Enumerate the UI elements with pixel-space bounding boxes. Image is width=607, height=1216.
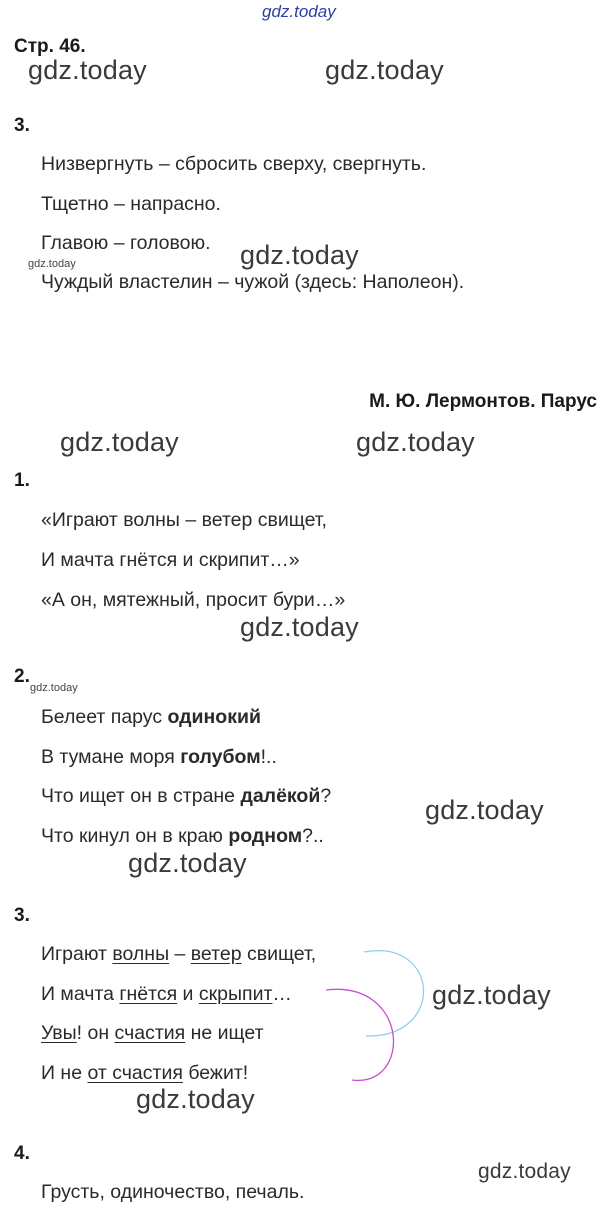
poem-text: свищет, [241, 943, 317, 965]
highlighted-word: голубом [180, 746, 261, 768]
watermark-small: gdz.today [28, 258, 76, 270]
poem-text: Что ищет он в стране [41, 785, 241, 807]
highlighted-word: родном [228, 825, 303, 847]
page-header: Стр. 46. [14, 36, 86, 57]
watermark: gdz.today [325, 55, 444, 85]
quote-line: «Играют волны – ветер свищет, [41, 509, 327, 531]
quote-line: «А он, мятежный, просит бури…» [41, 589, 346, 611]
highlighted-word: одинокий [167, 706, 261, 728]
watermark-top: gdz.today [262, 2, 336, 21]
task-number: 4. [14, 1143, 30, 1164]
watermark: gdz.today [128, 848, 247, 878]
poem-text: бежит! [182, 1062, 249, 1084]
watermark: gdz.today [240, 612, 359, 642]
answer-line: Грусть, одиночество, печаль. [41, 1181, 305, 1203]
task-number: 1. [14, 470, 30, 491]
underlined-word: волны [112, 943, 170, 965]
definition-line: Главою – головою. [41, 232, 211, 254]
poem-text: В тумане моря [41, 746, 181, 768]
watermark: gdz.today [478, 1160, 571, 1183]
underlined-word: гнётся [119, 983, 178, 1005]
poem-text: И не [41, 1062, 88, 1084]
underlined-word: от счастия [87, 1062, 183, 1084]
poem-text: ? [320, 785, 332, 807]
poem-text: и [177, 983, 199, 1005]
definition-line: Низвергнуть – сбросить сверху, свергнуть. [41, 153, 427, 175]
poem-text: … [272, 983, 292, 1005]
poem-text: ?.. [302, 825, 324, 847]
poem-text: Что кинул он в краю [41, 825, 229, 847]
poem-text: не ищет [185, 1022, 264, 1044]
highlighted-word: далёкой [240, 785, 321, 807]
poem-text: Играют [41, 943, 113, 965]
poem-title: М. Ю. Лермонтов. Парус [369, 391, 597, 412]
underlined-word: Увы [41, 1022, 77, 1044]
underlined-word: ветер [190, 943, 242, 965]
watermark: gdz.today [240, 240, 359, 270]
watermark: gdz.today [425, 795, 544, 825]
poem-text: ! он [76, 1022, 115, 1044]
task-number: 3. [14, 905, 30, 926]
watermark: gdz.today [28, 55, 147, 85]
watermark-small: gdz.today [30, 682, 78, 694]
watermark: gdz.today [432, 980, 551, 1010]
rhyme-arc-cross-1 [364, 951, 424, 1036]
poem-text: – [169, 943, 191, 965]
definition-line: Тщетно – напрасно. [41, 193, 221, 215]
watermark: gdz.today [356, 427, 475, 457]
poem-text: !.. [260, 746, 277, 768]
definition-line: Чуждый властелин – чужой (здесь: Наполеон). [41, 271, 465, 293]
poem-text: Белеет парус [41, 706, 168, 728]
task-number: 2. [14, 666, 30, 687]
underlined-word: скрыпит [198, 983, 273, 1005]
underlined-word: счастия [114, 1022, 186, 1044]
section-number: 3. [14, 115, 30, 136]
watermark: gdz.today [136, 1084, 255, 1114]
poem-text: И мачта [41, 983, 120, 1005]
watermark: gdz.today [60, 427, 179, 457]
quote-line: И мачта гнётся и скрипит…» [41, 549, 300, 571]
